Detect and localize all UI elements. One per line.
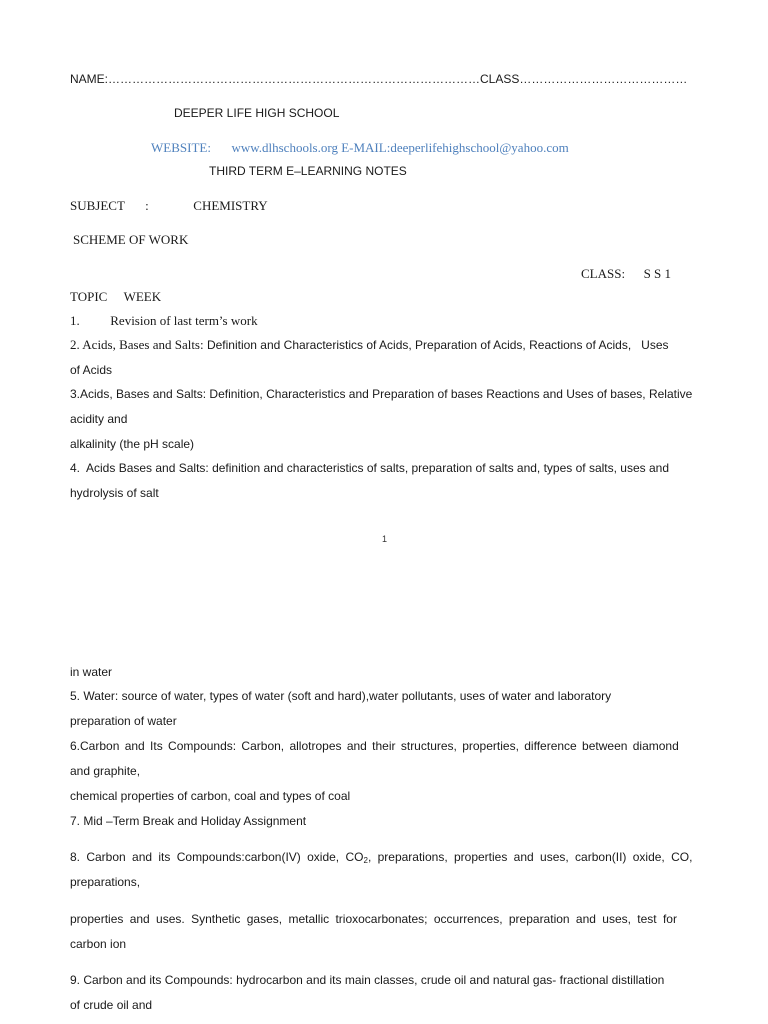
- item-text-continued: of Acids: [70, 363, 113, 377]
- item-text: 9. Carbon and its Compounds: hydrocarbon and its main classes, crude oil and natural gas- fractional distillation: [70, 973, 665, 987]
- topic-header: TOPIC: [70, 289, 108, 304]
- item-text-continued: in water: [70, 665, 113, 679]
- name-class-line: NAME:…………………………………………………………………………………CLASS……………………………………: [70, 72, 688, 86]
- website-label: WEBSITE:: [151, 140, 211, 155]
- scheme-item-5: [70, 684, 697, 734]
- item-text: Definition and Characteristics of Acids, Preparation of Acids, Reactions of Acids, Uses: [203, 338, 669, 352]
- item-text: 8. Carbon and its Compounds:carbon(IV) oxide, $CO_2$, preparations, properties and uses, carbon(II) oxide, CO,: [70, 850, 693, 865]
- item-text-continued: acidity and: [70, 412, 128, 426]
- contact-line: [151, 140, 569, 156]
- item-lead: 2. Acids, Bases and Salts:: [70, 337, 204, 352]
- scheme-title: SCHEME OF WORK: [73, 232, 189, 247]
- item-text: 3.Acids, Bases and Salts: Definition, Characteristics and Preparation of bases Reactions and Uses of bases, Relative: [70, 387, 693, 401]
- item-text: 5. Water: source of water, types of water (soft and hard),water pollutants, uses of water and laboratory: [70, 689, 612, 703]
- subscript-2: 2: [363, 856, 368, 865]
- continuation-text: [70, 660, 697, 685]
- page-number: 1: [382, 534, 388, 544]
- item-text-continued: preparation of water: [70, 714, 177, 728]
- term-title: THIRD TERM E–LEARNING NOTES: [209, 164, 407, 178]
- item-text-continued: hydrolysis of salt: [70, 486, 159, 500]
- school-name: DEEPER LIFE HIGH SCHOOL: [174, 106, 340, 120]
- item-text: 4. Acids Bases and Salts: definition and characteristics of salts, preparation of salts and, types of salts, uses and: [70, 461, 669, 475]
- website-contact-link[interactable]: www.dlhschools.org E-MAIL:deeperlifehighschool@yahoo.com: [231, 140, 569, 155]
- item-text: 6.Carbon and Its Compounds: Carbon, allotropes and their structures, properties, difference between diamond: [70, 739, 679, 753]
- scheme-item-9: [70, 968, 697, 1018]
- item-text: 7. Mid –Term Break and Holiday Assignment: [70, 814, 307, 828]
- scheme-item-6: [70, 734, 697, 809]
- item-text-continued: carbon ion: [70, 937, 127, 951]
- class-value: S S 1: [643, 266, 672, 281]
- class-label: CLASS:: [581, 266, 626, 281]
- item-text-continued: of crude oil and: [70, 998, 153, 1012]
- week-header: WEEK: [123, 289, 162, 304]
- scheme-item-8: [70, 845, 697, 957]
- item-text: Revision of last term’s work: [110, 313, 258, 328]
- subject-colon: :: [145, 198, 149, 213]
- scheme-column-headers: [70, 289, 161, 305]
- subject-value: CHEMISTRY: [193, 198, 268, 213]
- scheme-item-2: [70, 332, 697, 383]
- scheme-item-4: [70, 456, 697, 506]
- scheme-item-7: [70, 809, 697, 834]
- item-text-continued: alkalinity (the pH scale): [70, 437, 195, 451]
- subject-label: SUBJECT: [70, 198, 125, 213]
- scheme-item-3: [70, 382, 697, 457]
- item-text-continued: properties and uses. Synthetic gases, metallic trioxocarbonates; occurrences, preparation and uses, test for: [70, 912, 677, 926]
- item-text-continued: chemical properties of carbon, coal and types of coal: [70, 789, 351, 803]
- scheme-item-1: [70, 313, 258, 329]
- item-number: 1.: [70, 313, 80, 328]
- subject-row: [70, 198, 268, 214]
- item-text-continued: and graphite,: [70, 764, 141, 778]
- item-text-continued: preparations,: [70, 875, 141, 889]
- class-row: [581, 266, 671, 282]
